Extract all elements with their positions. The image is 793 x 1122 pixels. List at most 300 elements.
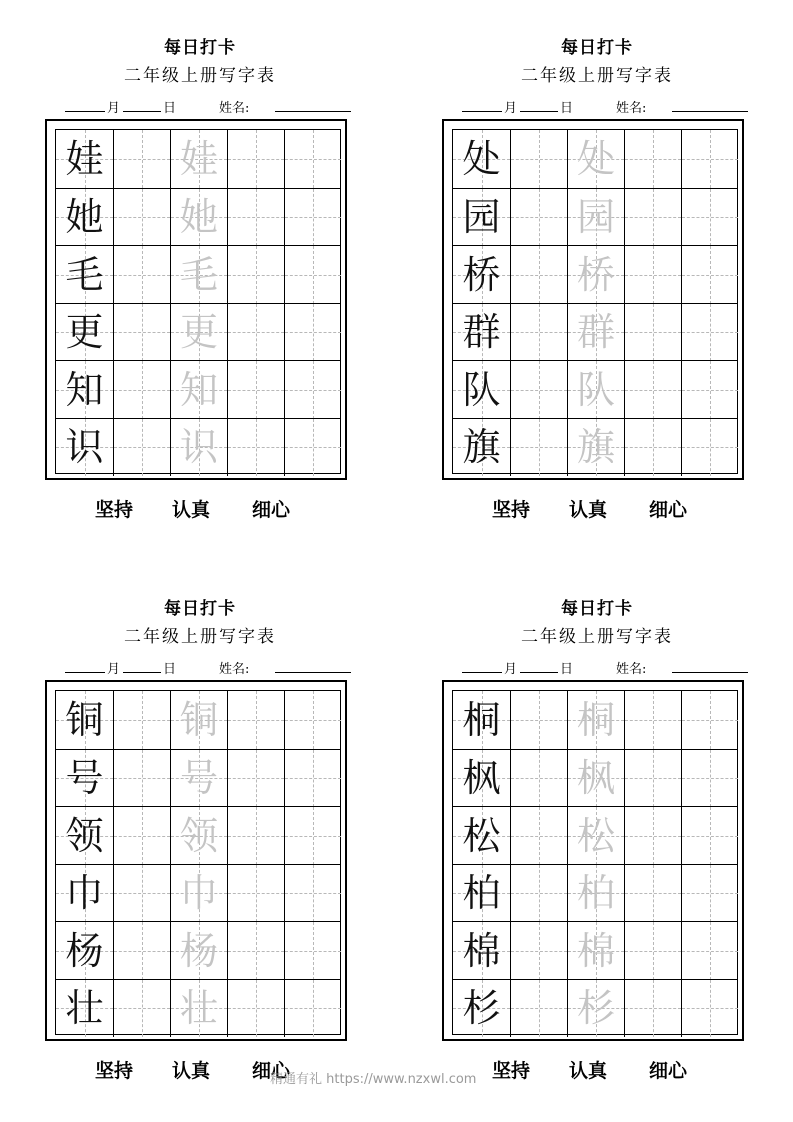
model-character: 柏 <box>462 871 501 916</box>
month-label: 月 <box>504 662 518 677</box>
writing-grid <box>55 129 341 474</box>
horizontal-guide-line <box>114 447 170 448</box>
practice-cell[interactable] <box>284 246 341 304</box>
day-label: 日 <box>163 101 177 116</box>
writing-grid-frame <box>442 680 744 1041</box>
practice-cell[interactable] <box>284 691 341 749</box>
practice-cell[interactable] <box>113 750 170 808</box>
grid-row <box>56 303 340 362</box>
horizontal-guide-line <box>682 951 738 952</box>
model-character: 壮 <box>65 986 104 1031</box>
practice-cell[interactable] <box>227 922 284 980</box>
practice-cell[interactable] <box>681 865 738 923</box>
practice-cell[interactable] <box>624 361 681 419</box>
trace-character: 领 <box>179 813 218 858</box>
model-cell[interactable] <box>453 189 510 247</box>
motto-word: 细心 <box>649 1060 688 1082</box>
practice-cell[interactable] <box>227 246 284 304</box>
grid-row <box>56 864 340 923</box>
practice-cell[interactable] <box>113 807 170 865</box>
trace-cell[interactable] <box>170 361 227 419</box>
horizontal-guide-line <box>114 217 170 218</box>
practice-cell[interactable] <box>681 189 738 247</box>
grid-row <box>453 303 737 362</box>
horizontal-guide-line <box>285 159 341 160</box>
horizontal-guide-line <box>285 390 341 391</box>
day-blank[interactable] <box>123 658 161 673</box>
model-cell[interactable] <box>56 865 113 923</box>
trace-character: 毛 <box>179 252 218 297</box>
practice-cell[interactable] <box>284 865 341 923</box>
motto-word: 坚持 <box>492 1060 531 1082</box>
horizontal-guide-line <box>511 217 567 218</box>
writing-grid <box>452 690 738 1035</box>
card-title: 每日打卡 <box>164 599 236 619</box>
trace-cell[interactable] <box>170 922 227 980</box>
grid-row <box>56 749 340 808</box>
trace-character: 桥 <box>576 252 615 297</box>
month-label: 月 <box>107 662 121 677</box>
practice-cell[interactable] <box>113 691 170 749</box>
practice-cell[interactable] <box>681 246 738 304</box>
practice-cell[interactable] <box>113 189 170 247</box>
trace-cell[interactable] <box>170 130 227 188</box>
practice-cell[interactable] <box>113 304 170 362</box>
practice-cell[interactable] <box>624 750 681 808</box>
horizontal-guide-line <box>625 778 681 779</box>
watermark-text: 精通有礼 https://www.nzxwl.com <box>270 1072 477 1087</box>
trace-character: 杨 <box>179 928 218 973</box>
trace-character: 队 <box>576 367 615 412</box>
horizontal-guide-line <box>625 447 681 448</box>
horizontal-guide-line <box>625 836 681 837</box>
motto-word: 认真 <box>172 1060 211 1082</box>
horizontal-guide-line <box>285 1008 341 1009</box>
grid-row <box>453 188 737 247</box>
name-label: 姓名: <box>616 662 647 677</box>
model-cell[interactable] <box>453 130 510 188</box>
model-character: 园 <box>462 195 501 240</box>
practice-cell[interactable] <box>227 980 284 1038</box>
practice-cell[interactable] <box>284 419 341 477</box>
model-cell[interactable] <box>56 189 113 247</box>
practice-card <box>442 33 752 521</box>
day-label: 日 <box>163 662 177 677</box>
horizontal-guide-line <box>228 217 284 218</box>
trace-character: 园 <box>576 195 615 240</box>
month-label: 月 <box>107 101 121 116</box>
card-title: 每日打卡 <box>561 38 633 58</box>
practice-cell[interactable] <box>113 980 170 1038</box>
name-label: 姓名: <box>616 101 647 116</box>
model-cell[interactable] <box>453 980 510 1038</box>
horizontal-guide-line <box>228 893 284 894</box>
grid-row <box>453 130 737 188</box>
practice-card <box>442 594 752 1082</box>
grid-row <box>56 418 340 477</box>
practice-cell[interactable] <box>510 189 567 247</box>
model-cell[interactable] <box>453 922 510 980</box>
motto-word: 认真 <box>569 499 608 521</box>
horizontal-guide-line <box>511 720 567 721</box>
card-title: 每日打卡 <box>164 38 236 58</box>
trace-cell[interactable] <box>170 419 227 477</box>
model-character: 娃 <box>65 136 104 181</box>
name-label: 姓名: <box>219 101 250 116</box>
model-cell[interactable] <box>453 304 510 362</box>
practice-cell[interactable] <box>510 419 567 477</box>
practice-cell[interactable] <box>510 865 567 923</box>
practice-cell[interactable] <box>284 304 341 362</box>
horizontal-guide-line <box>625 159 681 160</box>
model-character: 识 <box>65 425 104 470</box>
trace-character: 棉 <box>576 928 615 973</box>
day-blank[interactable] <box>123 97 161 112</box>
horizontal-guide-line <box>625 1008 681 1009</box>
horizontal-guide-line <box>511 332 567 333</box>
writing-grid-frame <box>45 680 347 1041</box>
horizontal-guide-line <box>625 951 681 952</box>
date-name-line <box>462 97 752 117</box>
horizontal-guide-line <box>682 275 738 276</box>
horizontal-guide-line <box>228 778 284 779</box>
trace-character: 娃 <box>179 136 218 181</box>
practice-cell[interactable] <box>681 807 738 865</box>
practice-cell[interactable] <box>681 130 738 188</box>
horizontal-guide-line <box>682 332 738 333</box>
practice-cell[interactable] <box>284 130 341 188</box>
model-cell[interactable] <box>56 980 113 1038</box>
practice-cell[interactable] <box>681 419 738 477</box>
month-label: 月 <box>504 101 518 116</box>
horizontal-guide-line <box>114 1008 170 1009</box>
model-cell[interactable] <box>453 865 510 923</box>
practice-cell[interactable] <box>113 130 170 188</box>
trace-cell[interactable] <box>170 304 227 362</box>
model-cell[interactable] <box>56 922 113 980</box>
practice-cell[interactable] <box>624 691 681 749</box>
horizontal-guide-line <box>285 217 341 218</box>
trace-cell[interactable] <box>567 807 624 865</box>
model-cell[interactable] <box>56 361 113 419</box>
name-label: 姓名: <box>219 662 250 677</box>
model-character: 群 <box>462 310 501 355</box>
practice-cell[interactable] <box>227 130 284 188</box>
writing-grid <box>452 129 738 474</box>
model-cell[interactable] <box>56 691 113 749</box>
motto-word: 坚持 <box>492 499 531 521</box>
practice-cell[interactable] <box>227 361 284 419</box>
practice-cell[interactable] <box>624 807 681 865</box>
day-blank[interactable] <box>520 97 558 112</box>
trace-cell[interactable] <box>567 246 624 304</box>
model-character: 号 <box>65 756 104 801</box>
practice-cell[interactable] <box>510 304 567 362</box>
model-character: 杨 <box>65 928 104 973</box>
model-character: 铜 <box>65 697 104 742</box>
trace-character: 知 <box>179 367 218 412</box>
trace-cell[interactable] <box>567 419 624 477</box>
model-character: 松 <box>462 813 501 858</box>
practice-cell[interactable] <box>113 361 170 419</box>
grid-row <box>56 360 340 419</box>
horizontal-guide-line <box>682 159 738 160</box>
date-name-line <box>65 658 355 678</box>
model-cell[interactable] <box>56 419 113 477</box>
horizontal-guide-line <box>625 275 681 276</box>
practice-cell[interactable] <box>284 361 341 419</box>
horizontal-guide-line <box>114 836 170 837</box>
practice-cell[interactable] <box>681 922 738 980</box>
trace-cell[interactable] <box>170 980 227 1038</box>
horizontal-guide-line <box>682 836 738 837</box>
day-label: 日 <box>560 101 574 116</box>
practice-cell[interactable] <box>227 189 284 247</box>
model-cell[interactable] <box>453 807 510 865</box>
practice-cell[interactable] <box>227 750 284 808</box>
grid-row <box>453 864 737 923</box>
practice-cell[interactable] <box>681 980 738 1038</box>
practice-cell[interactable] <box>681 361 738 419</box>
horizontal-guide-line <box>285 836 341 837</box>
date-name-line <box>65 97 355 117</box>
name-blank[interactable] <box>672 97 748 112</box>
day-blank[interactable] <box>520 658 558 673</box>
name-blank[interactable] <box>672 658 748 673</box>
trace-cell[interactable] <box>567 304 624 362</box>
model-cell[interactable] <box>453 419 510 477</box>
motto-word: 坚持 <box>95 1060 134 1082</box>
horizontal-guide-line <box>114 720 170 721</box>
horizontal-guide-line <box>682 778 738 779</box>
practice-cell[interactable] <box>510 361 567 419</box>
horizontal-guide-line <box>228 1008 284 1009</box>
writing-grid-frame <box>442 119 744 480</box>
model-character: 旗 <box>462 425 501 470</box>
model-character: 毛 <box>65 252 104 297</box>
grid-row <box>453 691 737 749</box>
practice-cell[interactable] <box>510 750 567 808</box>
practice-cell[interactable] <box>510 807 567 865</box>
grid-row <box>453 921 737 980</box>
model-cell[interactable] <box>56 130 113 188</box>
motto-word: 细心 <box>252 1060 291 1082</box>
grid-row <box>453 245 737 304</box>
practice-cell[interactable] <box>510 246 567 304</box>
horizontal-guide-line <box>511 447 567 448</box>
horizontal-guide-line <box>114 778 170 779</box>
motto-word: 认真 <box>172 499 211 521</box>
model-cell[interactable] <box>56 750 113 808</box>
practice-cell[interactable] <box>284 980 341 1038</box>
model-character: 队 <box>462 367 501 412</box>
horizontal-guide-line <box>511 778 567 779</box>
horizontal-guide-line <box>682 447 738 448</box>
trace-cell[interactable] <box>567 361 624 419</box>
practice-cell[interactable] <box>510 130 567 188</box>
practice-cell[interactable] <box>510 980 567 1038</box>
trace-character: 旗 <box>576 425 615 470</box>
practice-cell[interactable] <box>284 189 341 247</box>
horizontal-guide-line <box>511 836 567 837</box>
name-blank[interactable] <box>275 658 351 673</box>
practice-cell[interactable] <box>510 691 567 749</box>
trace-character: 号 <box>179 756 218 801</box>
model-character: 棉 <box>462 928 501 973</box>
horizontal-guide-line <box>228 447 284 448</box>
model-character: 巾 <box>65 871 104 916</box>
practice-cell[interactable] <box>624 980 681 1038</box>
trace-cell[interactable] <box>567 189 624 247</box>
month-blank[interactable] <box>462 658 502 673</box>
grid-row <box>56 245 340 304</box>
grid-row <box>453 360 737 419</box>
horizontal-guide-line <box>511 275 567 276</box>
name-blank[interactable] <box>275 97 351 112</box>
grid-row <box>56 979 340 1038</box>
grid-row <box>56 806 340 865</box>
trace-cell[interactable] <box>170 865 227 923</box>
model-cell[interactable] <box>56 807 113 865</box>
horizontal-guide-line <box>228 332 284 333</box>
horizontal-guide-line <box>625 720 681 721</box>
grid-row <box>453 806 737 865</box>
horizontal-guide-line <box>682 893 738 894</box>
trace-cell[interactable] <box>567 865 624 923</box>
horizontal-guide-line <box>625 893 681 894</box>
trace-cell[interactable] <box>567 750 624 808</box>
trace-cell[interactable] <box>170 691 227 749</box>
trace-cell[interactable] <box>170 750 227 808</box>
practice-cell[interactable] <box>624 189 681 247</box>
model-cell[interactable] <box>56 304 113 362</box>
model-cell[interactable] <box>453 246 510 304</box>
model-cell[interactable] <box>56 246 113 304</box>
horizontal-guide-line <box>511 159 567 160</box>
horizontal-guide-line <box>228 275 284 276</box>
practice-cell[interactable] <box>227 304 284 362</box>
practice-cell[interactable] <box>284 807 341 865</box>
practice-card <box>45 33 355 521</box>
practice-cell[interactable] <box>624 865 681 923</box>
horizontal-guide-line <box>625 332 681 333</box>
trace-character: 杉 <box>576 986 615 1031</box>
month-blank[interactable] <box>65 658 105 673</box>
trace-character: 处 <box>576 136 615 181</box>
practice-cell[interactable] <box>227 691 284 749</box>
model-character: 处 <box>462 136 501 181</box>
practice-cell[interactable] <box>284 922 341 980</box>
trace-character: 铜 <box>179 697 218 742</box>
trace-character: 枫 <box>576 756 615 801</box>
horizontal-guide-line <box>114 893 170 894</box>
practice-cell[interactable] <box>624 130 681 188</box>
horizontal-guide-line <box>114 275 170 276</box>
trace-character: 柏 <box>576 871 615 916</box>
model-cell[interactable] <box>453 750 510 808</box>
horizontal-guide-line <box>114 332 170 333</box>
model-cell[interactable] <box>453 691 510 749</box>
practice-cell[interactable] <box>624 419 681 477</box>
motto <box>442 495 752 521</box>
trace-cell[interactable] <box>170 246 227 304</box>
trace-cell[interactable] <box>567 980 624 1038</box>
practice-cell[interactable] <box>113 865 170 923</box>
practice-cell[interactable] <box>624 304 681 362</box>
horizontal-guide-line <box>285 332 341 333</box>
trace-character: 她 <box>179 195 218 240</box>
day-label: 日 <box>560 662 574 677</box>
horizontal-guide-line <box>511 893 567 894</box>
motto-word: 坚持 <box>95 499 134 521</box>
trace-cell[interactable] <box>567 922 624 980</box>
month-blank[interactable] <box>462 97 502 112</box>
horizontal-guide-line <box>625 217 681 218</box>
trace-character: 更 <box>179 310 218 355</box>
trace-cell[interactable] <box>170 807 227 865</box>
model-character: 知 <box>65 367 104 412</box>
motto-word: 细心 <box>649 499 688 521</box>
practice-cell[interactable] <box>681 304 738 362</box>
model-cell[interactable] <box>453 361 510 419</box>
practice-cell[interactable] <box>227 807 284 865</box>
trace-cell[interactable] <box>170 189 227 247</box>
horizontal-guide-line <box>511 1008 567 1009</box>
horizontal-guide-line <box>114 390 170 391</box>
practice-cell[interactable] <box>624 246 681 304</box>
model-character: 杉 <box>462 986 501 1031</box>
card-subtitle: 二年级上册写字表 <box>521 66 673 86</box>
practice-cell[interactable] <box>113 419 170 477</box>
date-name-line <box>462 658 752 678</box>
practice-cell[interactable] <box>681 691 738 749</box>
trace-character: 松 <box>576 813 615 858</box>
horizontal-guide-line <box>114 951 170 952</box>
trace-cell[interactable] <box>567 130 624 188</box>
practice-cell[interactable] <box>113 922 170 980</box>
horizontal-guide-line <box>228 159 284 160</box>
grid-row <box>56 188 340 247</box>
practice-cell[interactable] <box>681 750 738 808</box>
model-character: 枫 <box>462 756 501 801</box>
month-blank[interactable] <box>65 97 105 112</box>
grid-row <box>56 691 340 749</box>
horizontal-guide-line <box>625 390 681 391</box>
grid-row <box>453 979 737 1038</box>
motto-word: 细心 <box>252 499 291 521</box>
horizontal-guide-line <box>114 159 170 160</box>
trace-character: 巾 <box>179 871 218 916</box>
practice-cell[interactable] <box>284 750 341 808</box>
card-subtitle: 二年级上册写字表 <box>124 66 276 86</box>
horizontal-guide-line <box>511 390 567 391</box>
trace-character: 壮 <box>179 986 218 1031</box>
model-character: 领 <box>65 813 104 858</box>
writing-grid <box>55 690 341 1035</box>
practice-cell[interactable] <box>227 865 284 923</box>
practice-cell[interactable] <box>227 419 284 477</box>
practice-cell[interactable] <box>510 922 567 980</box>
trace-cell[interactable] <box>567 691 624 749</box>
writing-grid-frame <box>45 119 347 480</box>
practice-cell[interactable] <box>113 246 170 304</box>
horizontal-guide-line <box>285 447 341 448</box>
horizontal-guide-line <box>511 951 567 952</box>
practice-cell[interactable] <box>624 922 681 980</box>
horizontal-guide-line <box>682 217 738 218</box>
horizontal-guide-line <box>285 778 341 779</box>
horizontal-guide-line <box>285 275 341 276</box>
